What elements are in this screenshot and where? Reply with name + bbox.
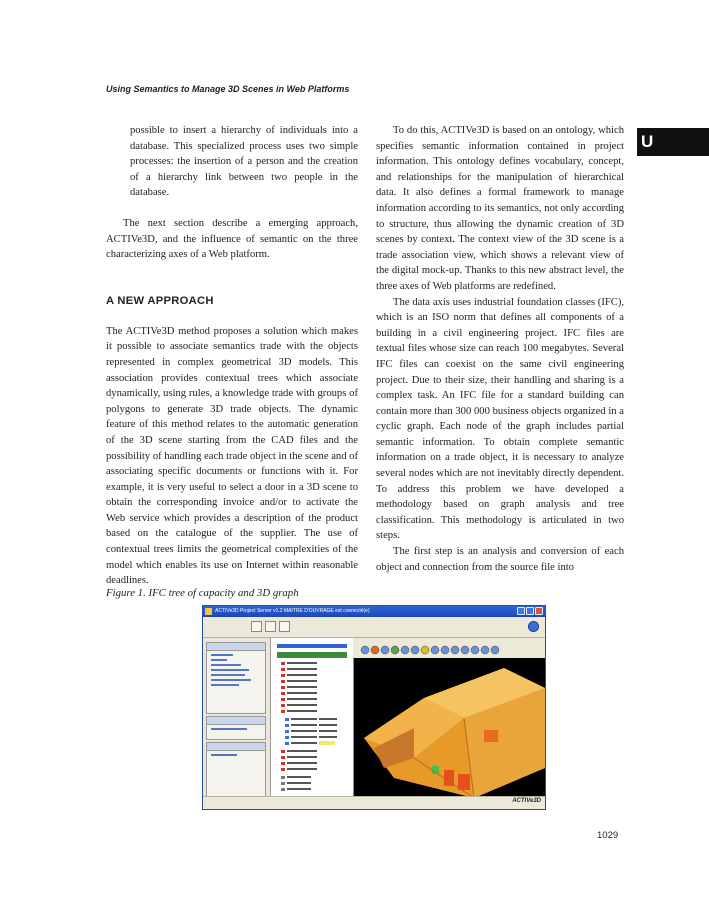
section-tab: U [637,128,709,156]
paragraph: The ACTIVe3D method proposes a solution which makes it possible to associate semantics trade with the objects represented in complex geometrical 3D models. This association provides contextual trees which associate dynamically, using rules, a knowledge trade with groups of polygons to generate 3D trade objects. The dynamic feature of this method relates to the automatic generation of the 3D scene starting from the CAD files and the possibility of handling each trade object in the scene and of associating specific documents or functions with it. For example, it is very useful to select a door in a 3D scene to obtain the corresponding invoice and/or to activate the Web service which provides a description of the product based on the catalogue of the supplier. The use of contextual trees limits the geometrical complexities of the model which enables its use on Internet within reasonable deadlines. [106,325,358,587]
menu-panel [206,742,266,799]
app-logo: ACTIVe3D [512,798,541,804]
paragraph: possible to insert a hierarchy of individuals into a database. This specialized process uses two simple processes: the insertion of a person and the creation of a hierarchy link between two people in the database. [130,125,358,199]
paragraph: The data axis uses industrial foundation classes (IFC), which is an ISO norm that defines all components of a building in a civil engineering project. IFC files are textual files whose size can reach 100 megabytes. Several IFC files can coexist on the same civil engineering project. Due to their size, their handling and sharing is a complex task. An IFC file for a standard building can contain more than 300 000 business objects organized in a cyclic graph. Each node of the graph includes partial semantic information. To obtain complete semantic information on a trade object, it is necessary to analyze several nodes which are not inevitably directly dependent. To address this problem we have developed a methodology based on graph analysis and tree classification. This methodology is articulated in two steps. [376,296,624,542]
maximize-icon [526,607,534,615]
viewer-toolbar [353,638,545,658]
toolbar-icon [265,621,276,632]
status-bar [203,796,545,809]
window-title: ACTIVe3D Project Server v1.2 MAITRE D'OUVRAGE est connecté(e) [215,608,370,614]
section-heading: A NEW APPROACH [106,294,214,307]
minimize-icon [517,607,525,615]
building-3d-model [354,658,545,798]
figure-caption: Figure 1. IFC tree of capacity and 3D graph [106,587,299,599]
tree-items [281,662,337,791]
tree-lines [271,638,353,798]
app-toolbar [203,617,545,638]
help-icon [528,621,539,632]
3d-viewer [354,658,545,798]
menu-panel [206,642,266,714]
ifc-tree [271,638,354,798]
close-icon [535,607,543,615]
right-column [376,123,624,575]
page-number: 1029 [597,830,619,841]
figure-screenshot [202,605,546,810]
paragraph: To do this, ACTIVe3D is based on an ontology, which specifies semantic information contained in project information. This ontology defines vocabulary, concept, and relationships for the manipulation of hierarchical data. It also defines a formal framework to manage information according to its semantics, not only according to structure, thus allowing the dynamic creation of 3D scenes by context. The context view of the 3D scene is a trade association view, which shows a relevant view of the digital mock-up. Thanks to this new abstract level, the three axes of Web platforms are redefined. [376,125,624,292]
paragraph: The first step is an analysis and conversion of each object and connection from the source file into [376,546,624,573]
toolbar-icon [279,621,290,632]
left-column [106,123,358,589]
window-titlebar [203,606,545,617]
toolbar-icon [251,621,262,632]
paragraph: The next section describe a emerging approach, ACTIVe3D, and the influence of semantic on the three characterizing axes of a Web platform. [106,217,358,261]
app-icon [205,608,212,615]
side-panel [203,638,271,798]
running-title: Using Semantics to Manage 3D Scenes in Web Platforms [106,84,350,94]
menu-panel [206,716,266,740]
